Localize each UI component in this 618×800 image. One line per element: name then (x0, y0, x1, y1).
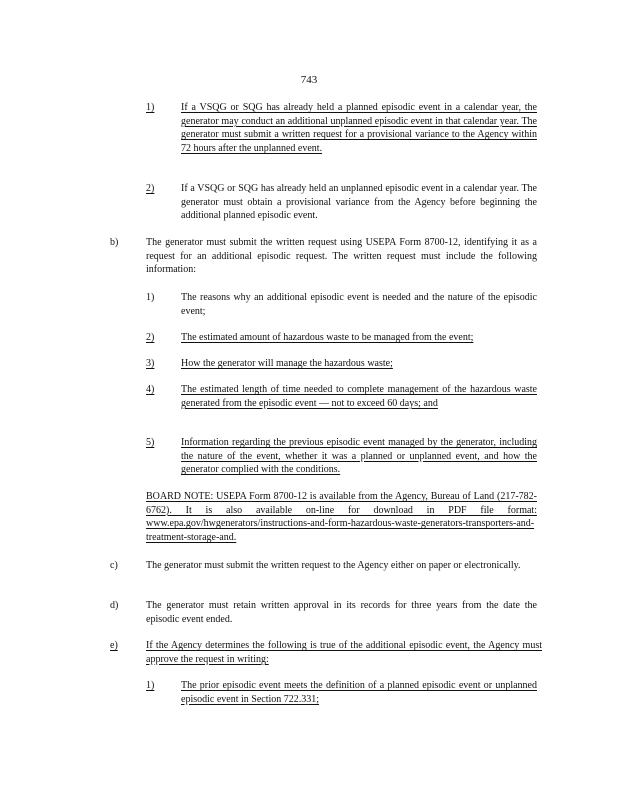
item-label: 1) (146, 292, 155, 303)
paragraph-1: If a VSQG or SQG has already held a planned episodic event in a calendar year, the generator may conduct an additional unplanned episodic event in that calendar year. The generator must submit a written request for a provisional variance to the Agency within 72 hours after the unplanned event. (181, 102, 537, 154)
paragraph-b3: How the generator will manage the hazardous waste; (181, 358, 393, 369)
page-number: 743 (300, 74, 318, 86)
paragraph-b: The generator must submit the written request using USEPA Form 8700-12, identifying it as a request for an additional episodic request. The written request must include the following information: (146, 237, 537, 276)
paragraph-b4: The estimated length of time needed to complete management of the hazardous waste generated from the episodic event — not to exceed 60 days; and (181, 384, 537, 409)
board-note: BOARD NOTE: USEPA Form 8700-12 is available from the Agency, Bureau of Land (217-782-6762). It is also available on-line for download in PDF file format: www.epa.gov/hwgenerators/instructions-and-form-hazardous-waste-generators-transporters-and-treatment-storage-and. (146, 491, 537, 543)
item-label: 2) (146, 183, 155, 194)
item-label: 4) (146, 384, 155, 395)
item-label: d) (110, 600, 119, 611)
item-label: 3) (146, 358, 155, 369)
item-label: 2) (146, 332, 155, 343)
item-label: 1) (146, 680, 155, 691)
item-label: 5) (146, 437, 155, 448)
paragraph-e: If the Agency determines the following is true of the additional episodic event, the Agency must approve the request in writing: (146, 640, 542, 665)
item-label: c) (110, 560, 118, 571)
paragraph-b1: The reasons why an additional episodic event is needed and the nature of the episodic event; (181, 292, 537, 317)
item-label: b) (110, 237, 119, 248)
paragraph-b5: Information regarding the previous episodic event managed by the generator, including the nature of the event, whether it was a planned or unplanned event, and how the generator complied with the conditions. (181, 437, 537, 476)
paragraph-2: If a VSQG or SQG has already held an unplanned episodic event in a calendar year. The generator must obtain a provisional variance from the Agency before beginning the additional planned episodic event. (181, 183, 537, 222)
item-label: 1) (146, 102, 155, 113)
item-label: e) (110, 640, 118, 651)
paragraph-c: The generator must submit the written request to the Agency either on paper or electronically. (146, 560, 521, 571)
paragraph-b2: The estimated amount of hazardous waste to be managed from the event; (181, 332, 474, 343)
paragraph-e1: The prior episodic event meets the definition of a planned episodic event or unplanned episodic event in Section 722.331; (181, 680, 537, 705)
paragraph-d: The generator must retain written approval in its records for three years from the date the episodic event ended. (146, 600, 537, 625)
